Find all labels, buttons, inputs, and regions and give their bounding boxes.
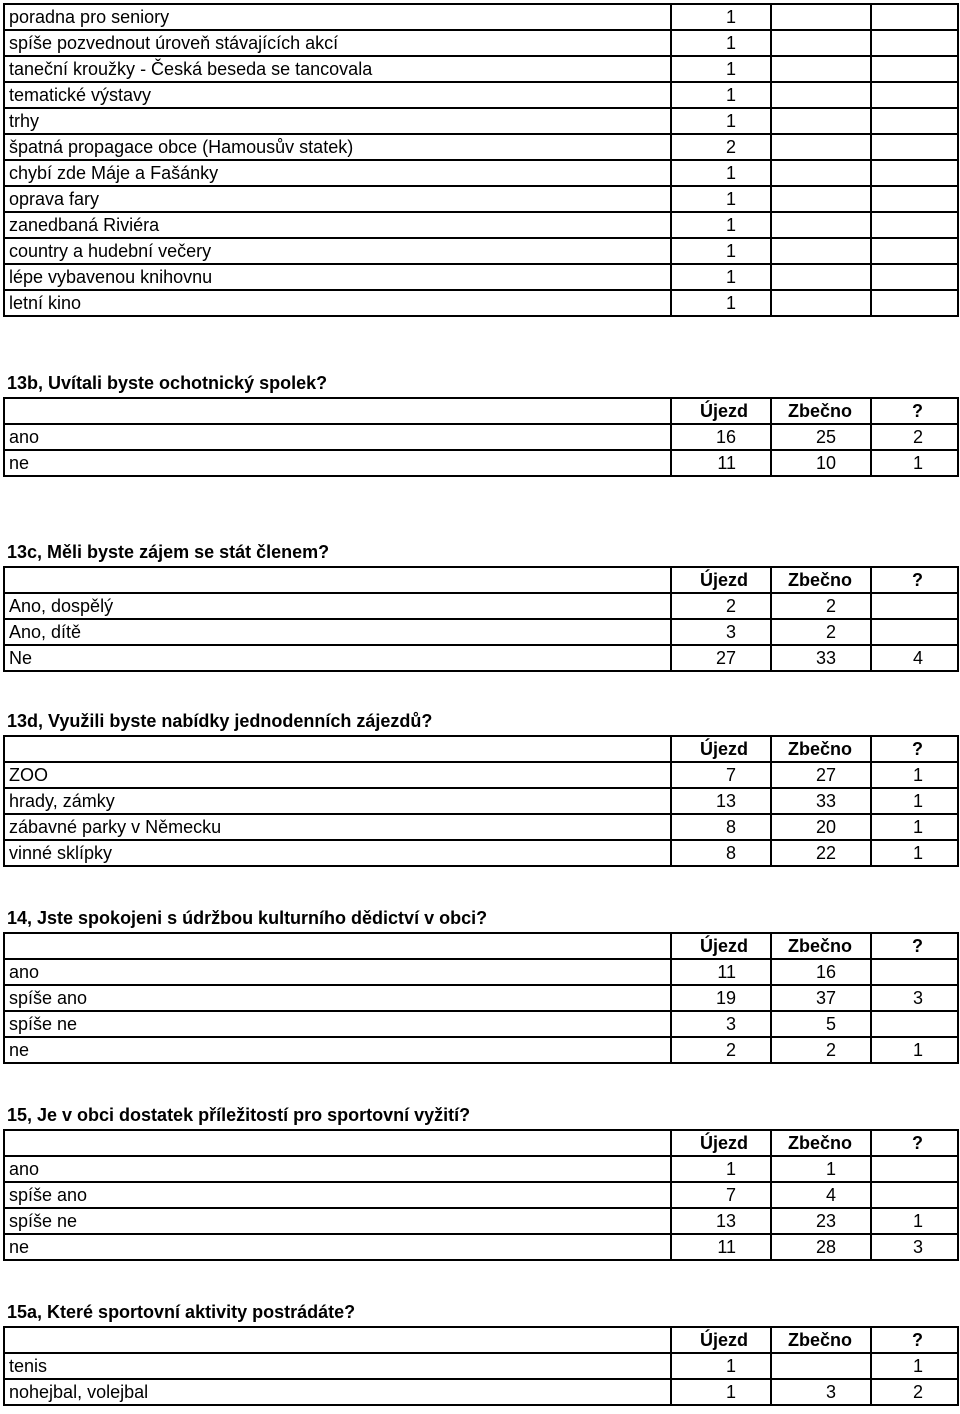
- value-ujezd: 1: [671, 1156, 771, 1182]
- empty-cell: [771, 186, 871, 212]
- value-ujezd: 11: [671, 450, 771, 476]
- row-label: chybí zde Máje a Fašánky: [4, 160, 671, 186]
- row-value: 1: [671, 4, 771, 30]
- table-row: [4, 264, 958, 290]
- column-header-unknown: ?: [871, 736, 958, 762]
- row-label: tenis: [4, 1353, 671, 1379]
- value-unknown: [871, 1011, 958, 1037]
- row-label: ne: [4, 1037, 671, 1063]
- value-unknown: [871, 1156, 958, 1182]
- header-empty: [4, 1327, 671, 1353]
- value-zbecno: 16: [771, 959, 871, 985]
- table-row: [4, 1234, 958, 1260]
- value-zbecno: 10: [771, 450, 871, 476]
- row-label: spíše ano: [4, 985, 671, 1011]
- column-header-zbecno: Zbečno: [771, 1130, 871, 1156]
- value-unknown: 1: [871, 814, 958, 840]
- row-label: vinné sklípky: [4, 840, 671, 866]
- row-label: ano: [4, 1156, 671, 1182]
- row-label: Ano, dospělý: [4, 593, 671, 619]
- empty-cell: [771, 4, 871, 30]
- value-ujezd: 1: [671, 1353, 771, 1379]
- table-row: [4, 450, 958, 476]
- section-table: [3, 397, 959, 477]
- empty-cell: [771, 160, 871, 186]
- section-table: [3, 566, 959, 672]
- row-value: 2: [671, 134, 771, 160]
- table-row: [4, 4, 958, 30]
- row-value: 1: [671, 238, 771, 264]
- empty-cell: [871, 82, 958, 108]
- section-table: [3, 932, 959, 1064]
- value-zbecno: [771, 1353, 871, 1379]
- row-label: lépe vybavenou knihovnu: [4, 264, 671, 290]
- row-label: ano: [4, 959, 671, 985]
- column-header-unknown: ?: [871, 933, 958, 959]
- header-empty: [4, 567, 671, 593]
- table-row: [4, 593, 958, 619]
- table-row: [4, 985, 958, 1011]
- table-row: [4, 1353, 958, 1379]
- value-ujezd: 8: [671, 840, 771, 866]
- empty-cell: [871, 264, 958, 290]
- column-header-unknown: ?: [871, 567, 958, 593]
- column-header-zbecno: Zbečno: [771, 567, 871, 593]
- row-value: 1: [671, 56, 771, 82]
- value-unknown: 1: [871, 788, 958, 814]
- value-zbecno: 23: [771, 1208, 871, 1234]
- table-row: [4, 788, 958, 814]
- section-title: 15, Je v obci dostatek příležitostí pro sportovní vyžití?: [7, 1105, 471, 1125]
- table-row: [4, 1156, 958, 1182]
- row-value: 1: [671, 212, 771, 238]
- value-unknown: 2: [871, 424, 958, 450]
- value-unknown: 1: [871, 1353, 958, 1379]
- row-label: ZOO: [4, 762, 671, 788]
- empty-cell: [871, 4, 958, 30]
- value-zbecno: 33: [771, 788, 871, 814]
- value-unknown: [871, 1182, 958, 1208]
- value-ujezd: 8: [671, 814, 771, 840]
- column-header-zbecno: Zbečno: [771, 398, 871, 424]
- value-ujezd: 3: [671, 619, 771, 645]
- value-ujezd: 2: [671, 593, 771, 619]
- row-value: 1: [671, 108, 771, 134]
- row-label: spíše ne: [4, 1011, 671, 1037]
- empty-cell: [871, 238, 958, 264]
- table-row: [4, 160, 958, 186]
- header-empty: [4, 736, 671, 762]
- table-row: [4, 108, 958, 134]
- row-label: spíše ne: [4, 1208, 671, 1234]
- section-table: [3, 1326, 959, 1406]
- value-unknown: [871, 593, 958, 619]
- value-unknown: [871, 959, 958, 985]
- empty-cell: [871, 160, 958, 186]
- row-label: nohejbal, volejbal: [4, 1379, 671, 1405]
- value-ujezd: 11: [671, 959, 771, 985]
- row-value: 1: [671, 30, 771, 56]
- empty-cell: [771, 290, 871, 316]
- column-header-ujezd: Újezd: [671, 1130, 771, 1156]
- column-header-zbecno: Zbečno: [771, 933, 871, 959]
- section-title: 13b, Uvítali byste ochotnický spolek?: [7, 373, 328, 393]
- value-unknown: 1: [871, 762, 958, 788]
- table-row: [4, 840, 958, 866]
- header-row: [4, 398, 958, 424]
- value-zbecno: 3: [771, 1379, 871, 1405]
- value-zbecno: 5: [771, 1011, 871, 1037]
- value-zbecno: 2: [771, 1037, 871, 1063]
- row-label: špatná propagace obce (Hamousův statek): [4, 134, 671, 160]
- empty-cell: [871, 56, 958, 82]
- table-row: [4, 1011, 958, 1037]
- table-row: [4, 1182, 958, 1208]
- row-label: ano: [4, 424, 671, 450]
- value-zbecno: 22: [771, 840, 871, 866]
- value-ujezd: 13: [671, 788, 771, 814]
- header-row: [4, 1327, 958, 1353]
- table-row: [4, 619, 958, 645]
- value-unknown: 4: [871, 645, 958, 671]
- table-row: [4, 645, 958, 671]
- section-title: 14, Jste spokojeni s údržbou kulturního dědictví v obci?: [7, 908, 488, 928]
- value-zbecno: 27: [771, 762, 871, 788]
- column-header-unknown: ?: [871, 1327, 958, 1353]
- value-unknown: 2: [871, 1379, 958, 1405]
- row-label: country a hudební večery: [4, 238, 671, 264]
- section-table: [3, 735, 959, 867]
- empty-cell: [871, 134, 958, 160]
- value-zbecno: 2: [771, 619, 871, 645]
- table-row: [4, 186, 958, 212]
- row-label: trhy: [4, 108, 671, 134]
- empty-cell: [771, 82, 871, 108]
- value-ujezd: 1: [671, 1379, 771, 1405]
- empty-cell: [871, 186, 958, 212]
- table-row: [4, 762, 958, 788]
- row-label: spíše pozvednout úroveň stávajících akcí: [4, 30, 671, 56]
- empty-cell: [871, 30, 958, 56]
- section-title: 13c, Měli byste zájem se stát členem?: [7, 542, 330, 562]
- table-row: [4, 82, 958, 108]
- header-empty: [4, 1130, 671, 1156]
- value-ujezd: 2: [671, 1037, 771, 1063]
- intro-rows: [4, 4, 958, 316]
- row-label: zanedbaná Riviéra: [4, 212, 671, 238]
- empty-cell: [771, 212, 871, 238]
- section-title: 13d, Využili byste nabídky jednodenních zájezdů?: [7, 711, 433, 731]
- header-row: [4, 933, 958, 959]
- row-label: Ne: [4, 645, 671, 671]
- value-unknown: 1: [871, 1037, 958, 1063]
- row-value: 1: [671, 290, 771, 316]
- row-label: Ano, dítě: [4, 619, 671, 645]
- header-row: [4, 567, 958, 593]
- value-zbecno: 4: [771, 1182, 871, 1208]
- table-row: [4, 1208, 958, 1234]
- empty-cell: [871, 212, 958, 238]
- value-unknown: 3: [871, 985, 958, 1011]
- empty-cell: [771, 56, 871, 82]
- table-row: [4, 290, 958, 316]
- row-label: spíše ano: [4, 1182, 671, 1208]
- value-zbecno: 25: [771, 424, 871, 450]
- table-row: [4, 1379, 958, 1405]
- section-title: 15a, Které sportovní aktivity postrádáte?: [7, 1302, 356, 1322]
- empty-cell: [771, 134, 871, 160]
- column-header-unknown: ?: [871, 1130, 958, 1156]
- empty-cell: [771, 238, 871, 264]
- row-label: hrady, zámky: [4, 788, 671, 814]
- value-unknown: 1: [871, 1208, 958, 1234]
- table-row: [4, 30, 958, 56]
- value-zbecno: 37: [771, 985, 871, 1011]
- intro-table: [3, 3, 959, 317]
- row-value: 1: [671, 264, 771, 290]
- row-label: oprava fary: [4, 186, 671, 212]
- column-header-ujezd: Újezd: [671, 567, 771, 593]
- empty-cell: [771, 108, 871, 134]
- row-label: zábavné parky v Německu: [4, 814, 671, 840]
- value-ujezd: 3: [671, 1011, 771, 1037]
- value-ujezd: 16: [671, 424, 771, 450]
- row-label: letní kino: [4, 290, 671, 316]
- value-ujezd: 7: [671, 1182, 771, 1208]
- row-label: poradna pro seniory: [4, 4, 671, 30]
- table-row: [4, 212, 958, 238]
- empty-cell: [871, 290, 958, 316]
- table-row: [4, 959, 958, 985]
- value-zbecno: 33: [771, 645, 871, 671]
- table-row: [4, 238, 958, 264]
- value-ujezd: 19: [671, 985, 771, 1011]
- column-header-ujezd: Újezd: [671, 398, 771, 424]
- row-label: ne: [4, 450, 671, 476]
- value-ujezd: 11: [671, 1234, 771, 1260]
- column-header-zbecno: Zbečno: [771, 736, 871, 762]
- header-row: [4, 736, 958, 762]
- value-unknown: 1: [871, 450, 958, 476]
- value-zbecno: 2: [771, 593, 871, 619]
- value-zbecno: 1: [771, 1156, 871, 1182]
- empty-cell: [871, 108, 958, 134]
- row-value: 1: [671, 82, 771, 108]
- row-value: 1: [671, 160, 771, 186]
- row-label: taneční kroužky - Česká beseda se tancovala: [4, 56, 671, 82]
- column-header-ujezd: Újezd: [671, 1327, 771, 1353]
- value-zbecno: 28: [771, 1234, 871, 1260]
- column-header-ujezd: Újezd: [671, 736, 771, 762]
- row-label: ne: [4, 1234, 671, 1260]
- table-row: [4, 424, 958, 450]
- column-header-zbecno: Zbečno: [771, 1327, 871, 1353]
- empty-cell: [771, 30, 871, 56]
- column-header-unknown: ?: [871, 398, 958, 424]
- header-row: [4, 1130, 958, 1156]
- value-unknown: 3: [871, 1234, 958, 1260]
- row-value: 1: [671, 186, 771, 212]
- header-empty: [4, 398, 671, 424]
- table-row: [4, 1037, 958, 1063]
- value-zbecno: 20: [771, 814, 871, 840]
- column-header-ujezd: Újezd: [671, 933, 771, 959]
- table-row: [4, 814, 958, 840]
- value-unknown: [871, 619, 958, 645]
- value-ujezd: 27: [671, 645, 771, 671]
- empty-cell: [771, 264, 871, 290]
- header-empty: [4, 933, 671, 959]
- table-row: [4, 56, 958, 82]
- row-label: tematické výstavy: [4, 82, 671, 108]
- table-row: [4, 134, 958, 160]
- section-table: [3, 1129, 959, 1261]
- value-unknown: 1: [871, 840, 958, 866]
- value-ujezd: 7: [671, 762, 771, 788]
- value-ujezd: 13: [671, 1208, 771, 1234]
